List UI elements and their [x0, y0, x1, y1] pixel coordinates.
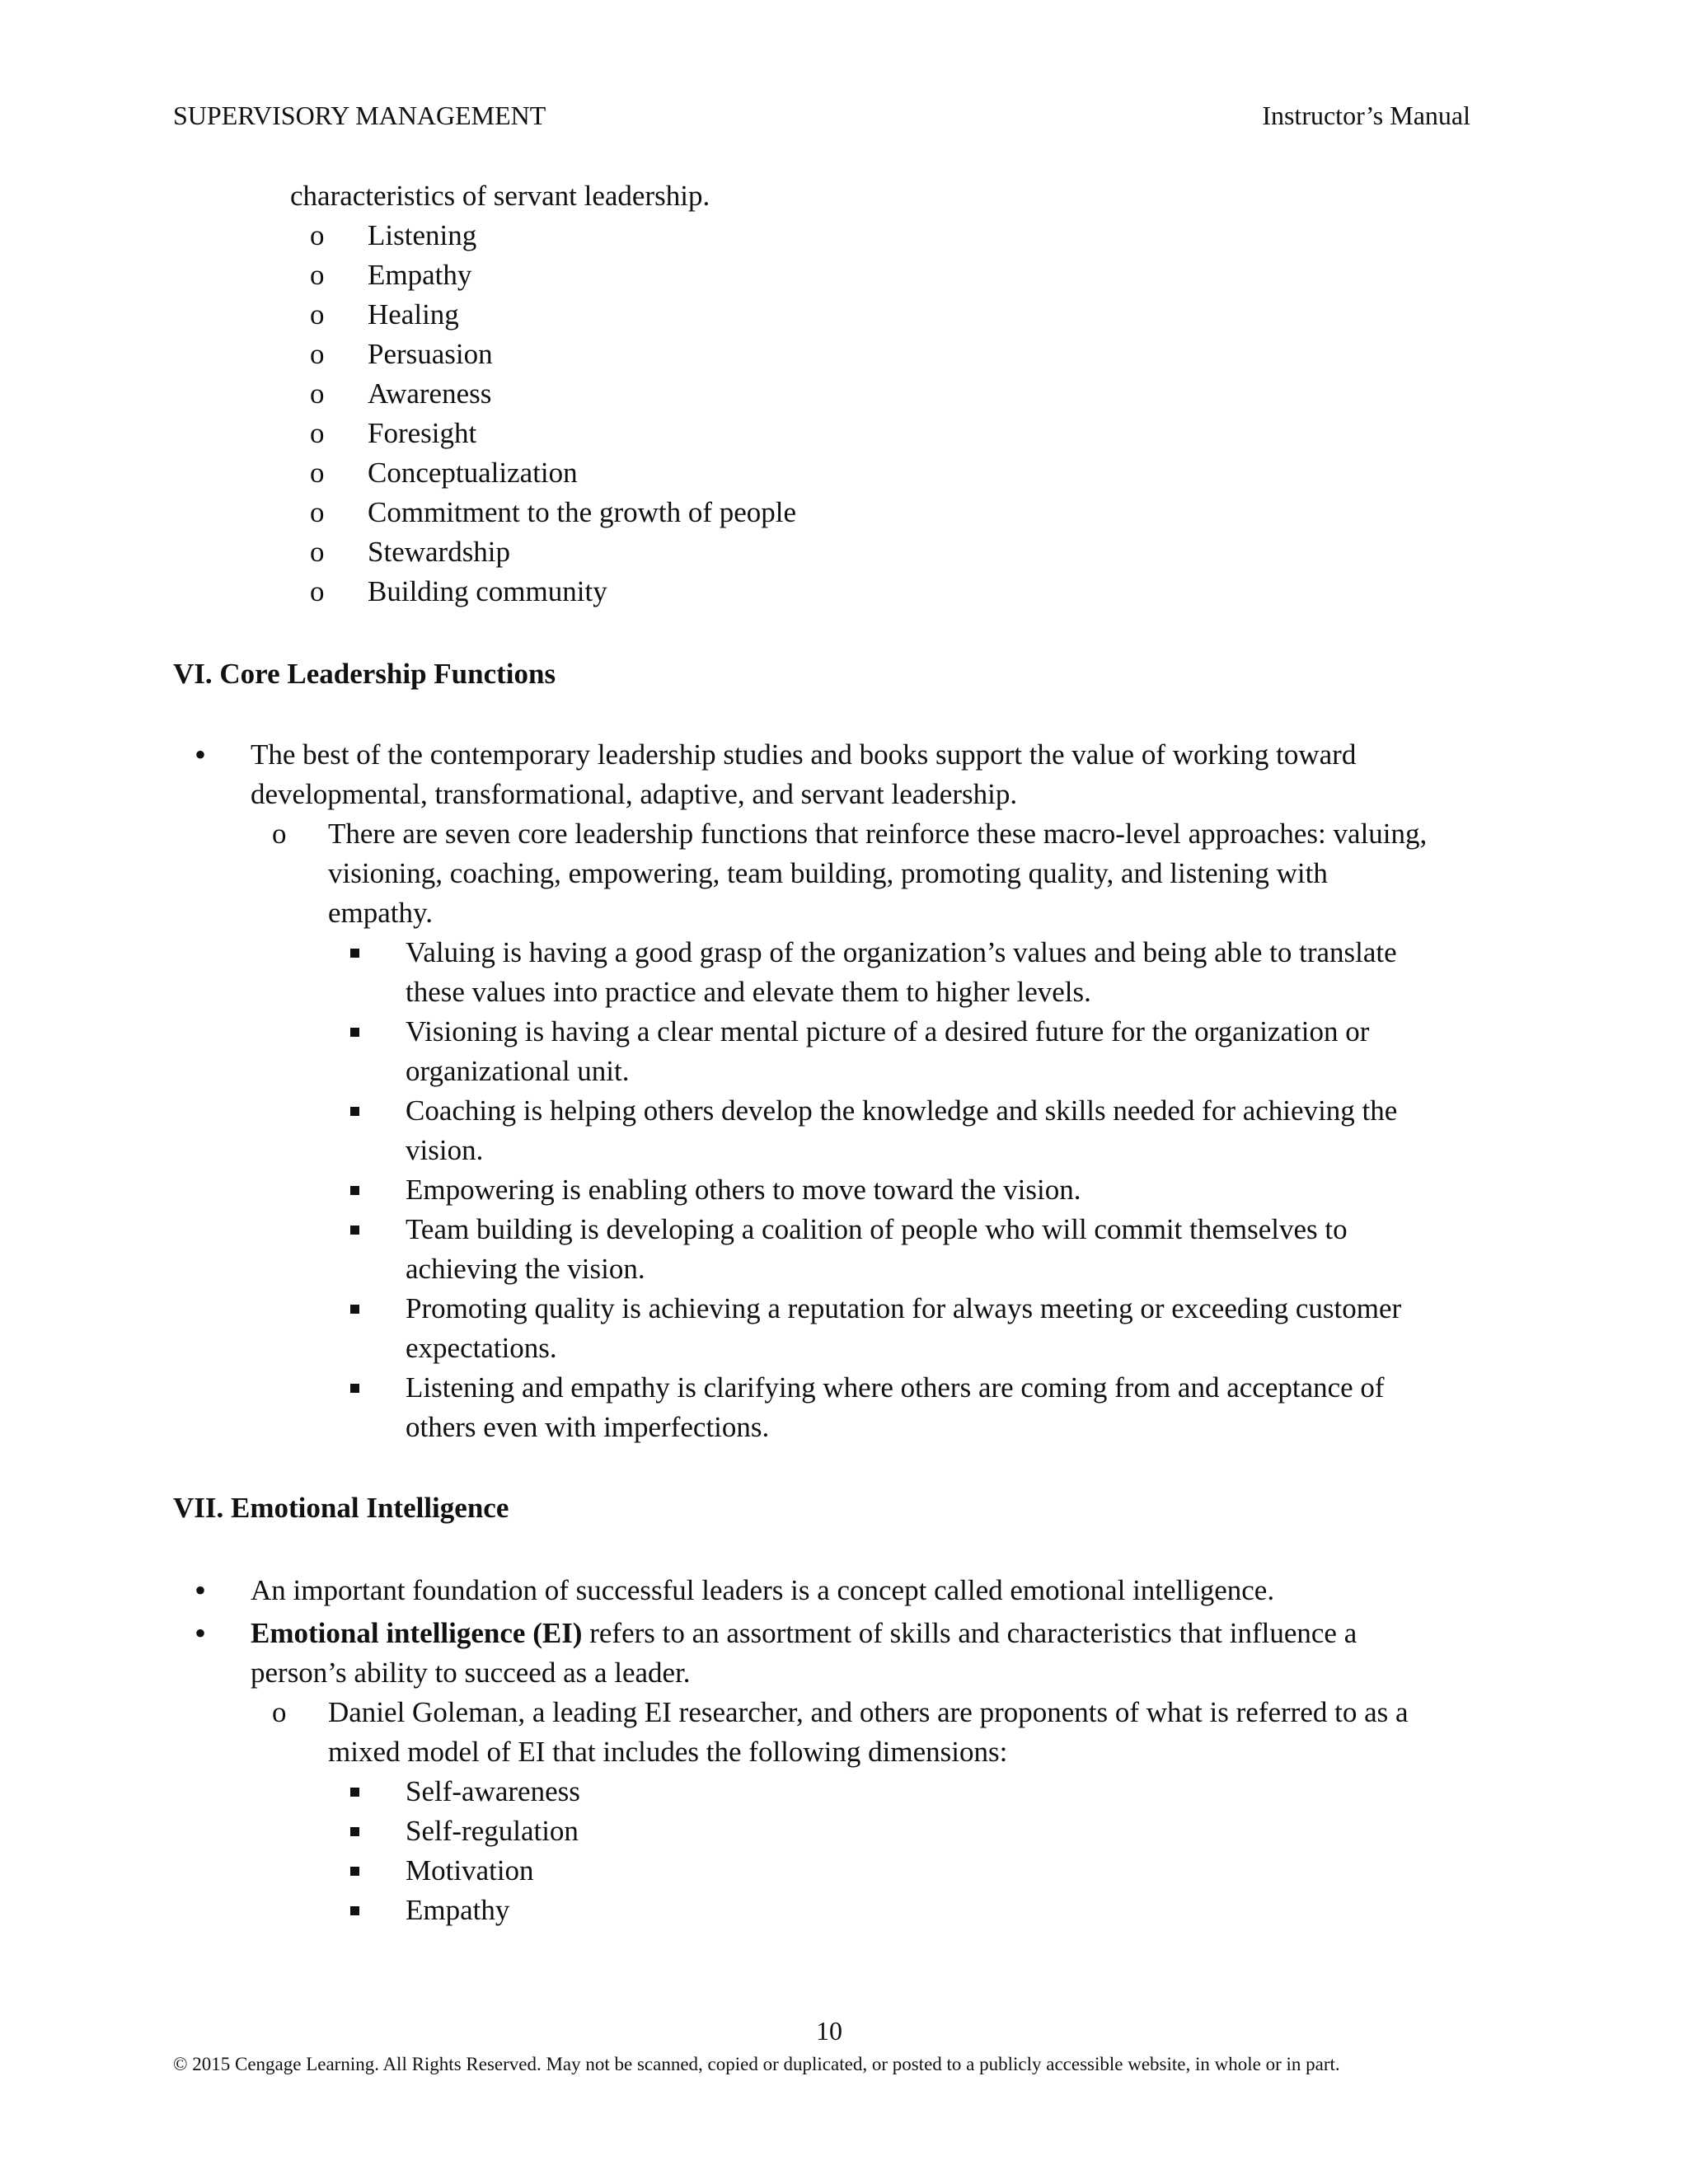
square-bullet-icon — [350, 1107, 359, 1116]
hollow-bullet-icon: o — [310, 377, 325, 410]
running-header-left: SUPERVISORY MANAGEMENT — [173, 101, 546, 130]
square-bullet-icon — [350, 1028, 359, 1037]
hollow-bullet-icon: o — [310, 298, 325, 330]
square-bullet-icon — [350, 1906, 359, 1915]
hollow-bullet-icon: o — [310, 259, 325, 291]
list-item: Healing — [368, 298, 459, 330]
hollow-bullet-icon: o — [310, 536, 325, 568]
paragraph-line: developmental, transformational, adaptive, and servant leadership. — [251, 778, 1018, 810]
bullet-icon: • — [195, 1572, 207, 1609]
running-header-right: Instructor’s Manual — [1262, 101, 1470, 130]
hollow-bullet-icon: o — [310, 338, 325, 370]
hollow-bullet-icon: o — [310, 496, 325, 528]
hollow-bullet-icon: o — [272, 818, 287, 850]
copyright-notice: © 2015 Cengage Learning. All Rights Reserved. May not be scanned, copied or duplicated, or posted to a publicly accessible website, in whole or in part. — [173, 2054, 1340, 2074]
list-item: Persuasion — [368, 338, 493, 370]
list-item: Empathy — [406, 1894, 510, 1926]
page-number: 10 — [816, 2016, 842, 2046]
list-item: Empowering is enabling others to move toward the vision. — [406, 1174, 1081, 1206]
square-bullet-icon — [350, 1384, 359, 1393]
hollow-bullet-icon: o — [272, 1696, 287, 1728]
bullet-icon: • — [195, 1615, 207, 1652]
bullet-icon: • — [195, 736, 207, 773]
list-item: Self-regulation — [406, 1815, 579, 1847]
paragraph-line: Daniel Goleman, a leading EI researcher, and others are proponents of what is referred to as a — [328, 1696, 1409, 1728]
square-bullet-icon — [350, 1186, 359, 1195]
paragraph-line: An important foundation of successful leaders is a concept called emotional intelligence. — [251, 1574, 1275, 1606]
paragraph-line: The best of the contemporary leadership studies and books support the value of working toward — [251, 738, 1357, 771]
paragraph-line: mixed model of EI that includes the following dimensions: — [328, 1736, 1008, 1768]
square-bullet-icon — [350, 1788, 359, 1797]
list-item: Valuing is having a good grasp of the organization’s values and being able to translate — [406, 936, 1397, 968]
list-item: Visioning is having a clear mental picture of a desired future for the organization or — [406, 1015, 1370, 1047]
list-item: Listening and empathy is clarifying where others are coming from and acceptance of — [406, 1371, 1385, 1404]
list-item: Foresight — [368, 417, 477, 449]
paragraph-line: person’s ability to succeed as a leader. — [251, 1657, 691, 1689]
term-emotional-intelligence: Emotional intelligence (EI) — [251, 1617, 583, 1649]
list-item: others even with imperfections. — [406, 1411, 770, 1443]
hollow-bullet-icon: o — [310, 417, 325, 449]
list-item: these values into practice and elevate them to higher levels. — [406, 976, 1091, 1008]
section-heading-core-leadership: VI. Core Leadership Functions — [173, 658, 556, 690]
hollow-bullet-icon: o — [310, 575, 325, 607]
list-item: Conceptualization — [368, 457, 578, 489]
list-item: Empathy — [368, 259, 472, 291]
definition-text: refers to an assortment of skills and characteristics that influence a — [582, 1617, 1357, 1649]
list-item: Team building is developing a coalition of people who will commit themselves to — [406, 1213, 1348, 1245]
paragraph-line: empathy. — [328, 897, 433, 929]
list-item: achieving the vision. — [406, 1253, 645, 1285]
list-item: Building community — [368, 575, 607, 607]
list-item: Self-awareness — [406, 1775, 580, 1807]
list-item: Promoting quality is achieving a reputation for always meeting or exceeding customer — [406, 1292, 1402, 1324]
square-bullet-icon — [350, 1305, 359, 1314]
intro-line: characteristics of servant leadership. — [290, 180, 710, 212]
paragraph-line: visioning, coaching, empowering, team building, promoting quality, and listening with — [328, 857, 1328, 889]
square-bullet-icon — [350, 949, 359, 958]
list-item: Stewardship — [368, 536, 511, 568]
list-item: Coaching is helping others develop the knowledge and skills needed for achieving the — [406, 1094, 1398, 1127]
list-item: Listening — [368, 219, 477, 251]
list-item: organizational unit. — [406, 1055, 630, 1087]
list-item: vision. — [406, 1134, 484, 1166]
square-bullet-icon — [350, 1827, 359, 1836]
square-bullet-icon — [350, 1226, 359, 1235]
list-item: expectations. — [406, 1332, 557, 1364]
square-bullet-icon — [350, 1867, 359, 1876]
paragraph-line: There are seven core leadership functions that reinforce these macro-level approaches: valuing, — [328, 818, 1428, 850]
hollow-bullet-icon: o — [310, 457, 325, 489]
section-heading-emotional-intelligence: VII. Emotional Intelligence — [173, 1492, 509, 1524]
paragraph-line — [251, 1614, 1357, 1653]
list-item: Awareness — [368, 377, 492, 410]
list-item: Motivation — [406, 1854, 534, 1886]
list-item: Commitment to the growth of people — [368, 496, 797, 528]
hollow-bullet-icon: o — [310, 219, 325, 251]
